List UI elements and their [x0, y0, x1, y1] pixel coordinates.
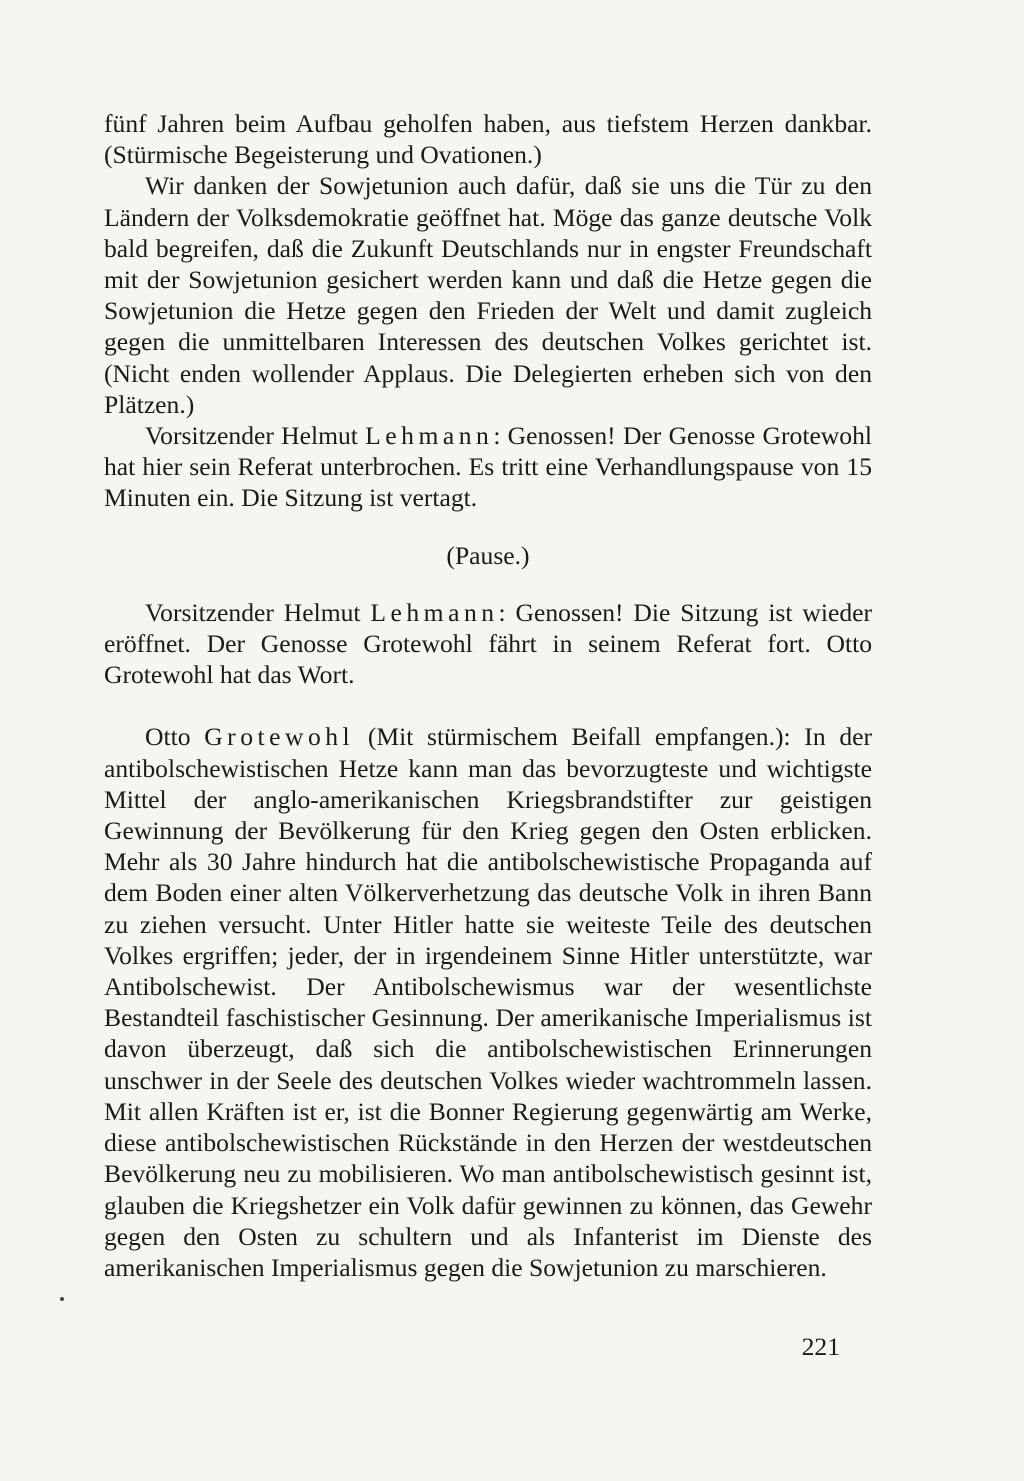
page-number: 221: [801, 1332, 840, 1361]
paragraph-soviet-thanks: [104, 170, 872, 420]
paragraph-grotewohl-speech: [104, 721, 872, 1283]
pause-note: [104, 540, 872, 571]
speaker-name: Grotewohl: [204, 722, 355, 752]
margin-dot: [60, 1297, 64, 1301]
paragraph-chair-adjourn: [104, 420, 872, 514]
pause-text: (Pause.): [446, 540, 530, 570]
speaker-prefix: Vorsitzender Helmut: [145, 597, 371, 627]
body-text: [104, 108, 872, 1283]
paragraph-text: : Genossen! Der Genosse Grotewohl hat hier sein Referat unterbrochen. Es tritt eine Verhandlungspause von 15 Minuten ein. Die Sitzung ist vertagt.: [104, 421, 872, 513]
speaker-prefix: Vorsitzender Helmut: [145, 421, 366, 451]
paragraph-text: (Mit stürmischem Beifall empfangen.): In der antibolschewistischen Hetze kann man das bevorzugteste und wichtigste Mittel der anglo-amerikanischen Kriegsbrandstifter zur geistigen Gewinnung der Bevölkerung für den Krieg gegen den Osten erblicken. Mehr als 30 Jahre hindurch hat die antibolschewistische Propaganda auf dem Boden einer alten Völkerverhetzung das deutsche Volk in ihren Bann zu ziehen versucht. Unter Hitler hatte sie weiteste Teile des deutschen Volkes ergriffen; jeder, der in irgendeinem Sinne Hitler unterstützte, war Antibolschewist. Der Antibolschewismus war der wesentlichste Bestandteil faschistischer Gesinnung. Der amerikanische Imperialismus ist davon überzeugt, daß sich die antibolschewistischen Erinnerungen unschwer in der Seele des deutschen Volkes wieder wachtrommeln lassen. Mit allen Kräften ist er, ist die Bonner Regierung gegenwärtig am Werke, diese antibolschewistischen Rückstände in den Herzen der westdeutschen Bevölkerung neu zu mobilisieren. Wo man antibolschewistisch gesinnt ist, glauben die Kriegshetzer ein Volk dafür gewinnen zu können, das Gewehr gegen den Osten zu schultern und als Infanterist im Dienste des amerikanischen Imperialismus gegen die Sowjetunion zu marschieren.: [104, 722, 872, 1282]
paragraph-chair-reopen: [104, 597, 872, 691]
paragraph-text: : Genossen! Die Sitzung ist wieder eröffnet. Der Genosse Grotewohl fährt in seinem Referat fort. Otto Grotewohl hat das Wort.: [104, 597, 872, 690]
paragraph-text: fünf Jahren beim Aufbau geholfen haben, aus tiefstem Herzen dankbar. (Stürmische Begeisterung und Ovationen.): [104, 109, 872, 170]
speaker-prefix: Otto: [145, 722, 205, 752]
paragraph-text: Wir danken der Sowjetunion auch dafür, daß sie uns die Tür zu den Ländern der Volksdemokratie geöffnet hat. Möge das ganze deutsche Volk bald begreifen, daß die Zukunft Deutschlands nur in engster Freundschaft mit der Sowjetunion gesichert werden kann und daß die Hetze gegen die Sowjetunion die Hetze gegen den Frieden der Welt und damit zugleich gegen die unmittelbaren Interessen des deutschen Volkes gerichtet ist. (Nicht enden wollender Applaus. Die Delegierten erheben sich von den Plätzen.): [104, 171, 872, 419]
paragraph-continuation: [104, 108, 872, 170]
speaker-name: Lehmann: [370, 597, 499, 627]
speaker-name: Lehmann: [365, 421, 494, 451]
